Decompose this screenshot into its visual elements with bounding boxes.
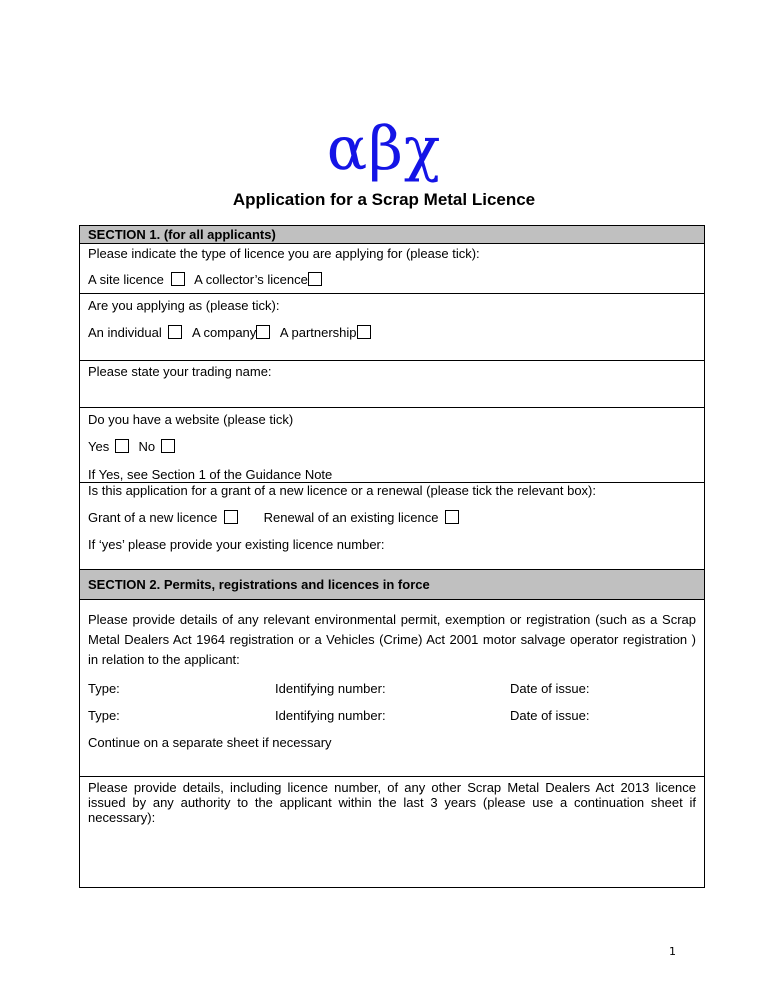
- permit-row-1[interactable]: [88, 681, 696, 696]
- partnership-checkbox[interactable]: [357, 325, 371, 339]
- grant-renewal-question: Is this application for a grant of a new licence or a renewal (please tick the relevant box):: [88, 483, 596, 498]
- site-licence-checkbox[interactable]: [171, 272, 185, 286]
- licence-type-question: Please indicate the type of licence you are applying for (please tick):: [88, 246, 480, 261]
- website-yes-checkbox[interactable]: [115, 439, 129, 453]
- trading-name-row: [80, 361, 705, 408]
- company-label: A company: [191, 325, 257, 340]
- section2-header-row: [80, 570, 705, 600]
- new-licence-label: Grant of a new licence: [88, 510, 218, 525]
- section1-header-row: [80, 226, 705, 244]
- permit-date-label: Date of issue:: [510, 681, 590, 696]
- individual-label: An individual: [88, 325, 162, 340]
- partnership-label: A partnership: [279, 325, 357, 340]
- trading-name-question: Please state your trading name:: [88, 364, 272, 379]
- website-yes-label: Yes: [88, 439, 110, 454]
- new-licence-checkbox[interactable]: [224, 510, 238, 524]
- existing-licence-number-prompt[interactable]: If ‘yes’ please provide your existing licence number:: [88, 537, 385, 552]
- application-form: [79, 225, 705, 888]
- permit-number-label: Identifying number:: [275, 708, 386, 723]
- logo: αβχ: [326, 114, 442, 184]
- collector-licence-label: A collector’s licence: [194, 272, 308, 287]
- website-guidance-note: If Yes, see Section 1 of the Guidance Note: [88, 467, 333, 482]
- permit-type-label: Type:: [88, 681, 120, 696]
- other-licences-row: [80, 777, 705, 888]
- company-checkbox[interactable]: [256, 325, 270, 339]
- section1-header: SECTION 1. (for all applicants): [80, 226, 705, 244]
- permit-type-label: Type:: [88, 708, 120, 723]
- permits-row: [80, 600, 705, 777]
- page-title: Application for a Scrap Metal Licence: [232, 190, 536, 209]
- licence-type-row: [80, 244, 705, 294]
- website-question: Do you have a website (please tick): [88, 412, 294, 427]
- applying-as-row: [80, 294, 705, 361]
- permits-intro: Please provide details of any relevant environmental permit, exemption or registration (such as a Scrap Metal Dealers Act 1964 registration or a Vehicles (Crime) Act 2001 motor salvage operator registration ) in relation to the applicant:: [88, 612, 696, 667]
- continue-note: Continue on a separate sheet if necessary: [88, 735, 332, 750]
- website-row: [80, 408, 705, 483]
- website-no-label: No: [138, 439, 156, 454]
- permit-row-2[interactable]: [88, 708, 696, 723]
- page-number: 1: [669, 945, 676, 958]
- website-no-checkbox[interactable]: [161, 439, 175, 453]
- renewal-checkbox[interactable]: [445, 510, 459, 524]
- collector-licence-checkbox[interactable]: [308, 272, 322, 286]
- section2-header: SECTION 2. Permits, registrations and licences in force: [80, 570, 705, 600]
- other-licences-field[interactable]: [80, 777, 705, 888]
- trading-name-field[interactable]: [80, 361, 705, 408]
- site-licence-label: A site licence: [88, 272, 164, 287]
- permit-date-label: Date of issue:: [510, 708, 590, 723]
- applying-as-question: Are you applying as (please tick):: [88, 298, 280, 313]
- permit-number-label: Identifying number:: [275, 681, 386, 696]
- renewal-label: Renewal of an existing licence: [263, 510, 439, 525]
- grant-renewal-row: [80, 483, 705, 570]
- other-licences-question: Please provide details, including licence number, of any other Scrap Metal Dealers Act 2013 licence issued by any authority to the applicant within the last 3 years (please use a continuation sheet if necessary):: [88, 780, 696, 825]
- individual-checkbox[interactable]: [168, 325, 182, 339]
